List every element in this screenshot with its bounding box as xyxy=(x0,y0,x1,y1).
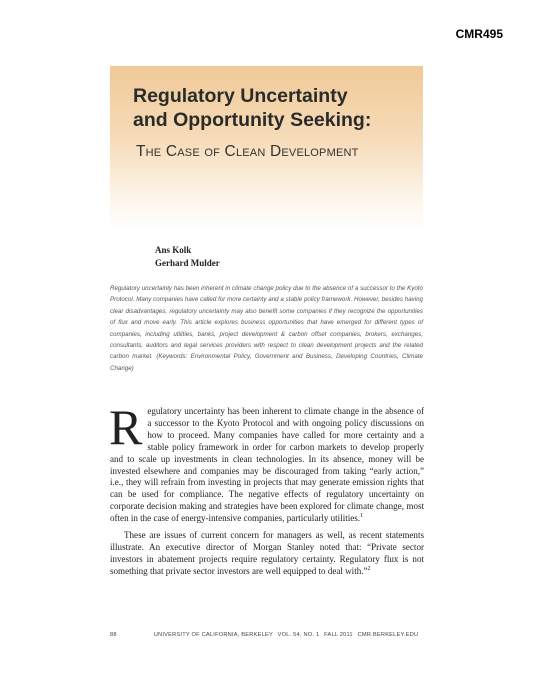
article-title xyxy=(133,84,371,132)
paragraph xyxy=(110,530,424,578)
title-block xyxy=(110,66,423,230)
body-text xyxy=(109,399,424,578)
footer-issue: FALL 2011 xyxy=(324,632,353,638)
article-subtitle: The Case of Clean Development xyxy=(136,143,359,160)
paragraph-text: These are issues of current concern for managers as well, as recent statements illustrate. An executive director of Morgan Stanley noted that: “Private sector investors in abatement projects require regulatory certainty. Regulatory flux is not something that private sector investors are well equipped to deal with.” xyxy=(110,530,424,576)
footer-volume: VOL. 54, NO. 1 xyxy=(277,632,320,638)
page-number: 88 xyxy=(110,632,117,638)
page-footer xyxy=(110,632,418,638)
article-code: CMR495 xyxy=(455,27,503,41)
paragraph-text: egulatory uncertainty has been inherent to climate change in the absence of a successor to the Kyoto Protocol and with ongoing policy discussions on how to proceed. Many companies have called for more certainty and a stable policy framework in order for carbon markets to develop properly and to scale up investments in clean technologies. In its absence, money will be invested elsewhere and companies may be discouraged from taking “early action,” i.e., they will refrain from investing in projects that may generate emission rights that can be used for compliance. The negative effects of regulatory uncertainty on corporate decision making and strategies have been explored for climate change, most often in the case of energy-intensive companies, particularly utilities. xyxy=(110,406,424,524)
abstract: Regulatory uncertainty has been inherent in climate change policy due to the absence of a successor to the Kyoto Protocol. Many companies have called for more certainty and a stable policy framework. However, besides having clear disadvantages, regulatory uncertainty may also benefit some companies if they recognize the opportunities of flux and move early. This article explores business opportunities that have emerged for different types of companies, including utilities, banks, project development & carbon offset companies, brokers, exchanges, consultants, auditors and legal services providers with respect to clean development projects and the related carbon market. (Keywords: Environmental Policy, Government and Business, Developing Countries, Climate Change) xyxy=(110,285,423,372)
footnote-ref[interactable]: 2 xyxy=(367,565,371,572)
title-line-2: and Opportunity Seeking: xyxy=(133,109,372,131)
drop-cap: R xyxy=(109,399,143,455)
author-name: Ans Kolk xyxy=(155,245,192,255)
paragraph xyxy=(109,399,424,525)
author-name: Gerhard Mulder xyxy=(155,258,220,268)
authors xyxy=(155,244,220,270)
footer-site: CMR.BERKELEY.EDU xyxy=(357,632,419,638)
footnote-ref[interactable]: 1 xyxy=(360,513,364,520)
footer-journal: UNIVERSITY OF CALIFORNIA, BERKELEY xyxy=(153,632,273,638)
title-line-1: Regulatory Uncertainty xyxy=(133,85,348,107)
